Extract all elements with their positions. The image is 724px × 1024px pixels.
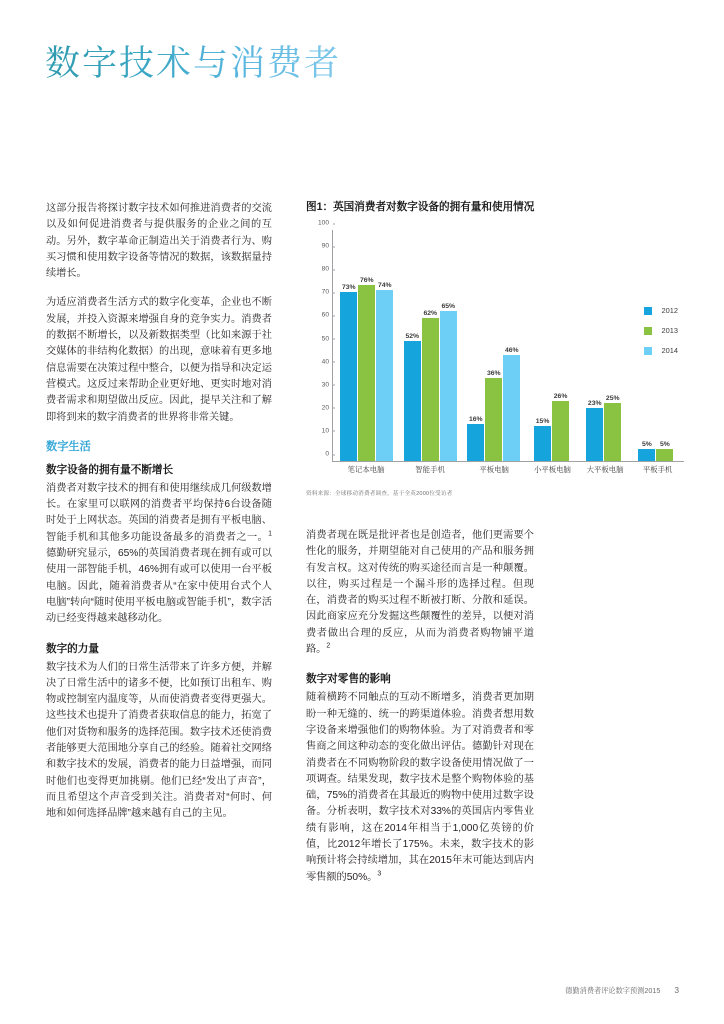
bar-group bbox=[335, 230, 399, 461]
bar-group bbox=[399, 230, 463, 461]
bar-value-label: 36% bbox=[486, 369, 501, 377]
y-axis-tick: 30 bbox=[322, 381, 333, 388]
bar-value-label: 26% bbox=[553, 392, 568, 400]
bar bbox=[638, 441, 655, 461]
x-axis-label: 智能手机 bbox=[415, 465, 445, 474]
y-axis-tick: 70 bbox=[322, 289, 333, 296]
figure-1 bbox=[306, 199, 686, 497]
bar bbox=[422, 309, 439, 461]
bar-groups bbox=[335, 230, 682, 461]
bar bbox=[534, 418, 551, 461]
y-axis-tick: 60 bbox=[322, 312, 333, 319]
y-axis-tick: 10 bbox=[322, 427, 333, 434]
bar bbox=[340, 284, 357, 461]
chart-canvas bbox=[306, 219, 684, 480]
bar bbox=[485, 369, 502, 461]
subheading-device-ownership: 数字设备的拥有量不断增长 bbox=[46, 463, 174, 476]
bar-value-label: 74% bbox=[377, 282, 392, 290]
bar bbox=[358, 277, 375, 461]
y-axis-tick: 50 bbox=[322, 335, 333, 342]
bar bbox=[440, 302, 457, 461]
bar-group bbox=[526, 230, 578, 461]
bar bbox=[656, 441, 673, 461]
legend-swatch bbox=[644, 327, 652, 335]
legend-item bbox=[644, 326, 678, 335]
x-axis-label: 平板手机 bbox=[642, 465, 673, 474]
device-ownership-body-a: 消费者对数字技术的拥有和使用继续成几何级数增长。在家里可以联网的消费者平均保持6台设备随时处于上网状态。英国的消费者是拥有平板电脑、智能手机和其他多功能设备最多的消费者之一。 bbox=[46, 482, 272, 543]
chart-plot-area bbox=[317, 219, 684, 462]
y-axis-tick: 40 bbox=[322, 358, 333, 365]
footnote-marker-2: 2 bbox=[326, 642, 331, 650]
intro-paragraph-1: 这部分报告将探讨数字技术如何推进消费者的交流以及如何促进消费者与提供服务的企业之间的互动。另外，数字革命正制造出关于消费者行为、购买习惯和使用数字设备等情况的数据，该数据量持续增长。 bbox=[46, 203, 272, 280]
x-axis-label: 笔记本电脑 bbox=[347, 465, 385, 474]
bar bbox=[467, 416, 484, 461]
left-column bbox=[46, 201, 272, 836]
bar-value-label: 46% bbox=[504, 346, 519, 354]
bar bbox=[404, 332, 421, 461]
legend-swatch bbox=[644, 347, 652, 355]
bar bbox=[586, 399, 603, 461]
intro-paragraph-2: 为适应消费者生活方式的数字化变革，企业也不断发展，并投入资源来增强自身的竞争实力。消费者的数据不断增长，以及新数据类型（比如来源于社交媒体的非结构化数据）的出现，意味着有更多地信息需要在决策过程中整合，以便为指导和决定运营模式。这反过来帮助企业更好地、更实时地对消费者需求和期望做出反应。因此，提早关注和了解即将到来的数字消费者的世界将非常关键。 bbox=[46, 297, 272, 423]
bar-value-label: 76% bbox=[359, 277, 374, 285]
right-column bbox=[306, 528, 534, 899]
bar-value-label: 23% bbox=[587, 399, 602, 407]
bar bbox=[503, 346, 520, 461]
bar bbox=[376, 282, 393, 461]
subheading-power-of-digital: 数字的力量 bbox=[46, 642, 99, 655]
page-footer bbox=[565, 985, 679, 996]
chart-source-note: 资料来源：全球移动消费者调查，基于全英2000位受访者 bbox=[306, 491, 453, 497]
section-heading-digital-life: 数字生活 bbox=[46, 440, 91, 453]
bar-value-label: 65% bbox=[441, 302, 456, 310]
bar-value-label: 5% bbox=[659, 441, 670, 449]
page-title: 数字技术与消费者 bbox=[45, 36, 341, 86]
x-axis-labels bbox=[334, 464, 684, 480]
device-ownership-body-b: 德勤研究显示，65%的英国消费者现在拥有或可以使用一部智能手机，46%拥有或可以使用一台平板电脑。因此，随着消费者从“在家中使用台式个人电脑”转向“随时使用平板电脑或智能手机”，数字活动已经变得越来越移动化。 bbox=[46, 548, 272, 625]
bar-value-label: 62% bbox=[423, 309, 438, 317]
legend-item bbox=[644, 306, 678, 315]
y-axis-tick: 80 bbox=[322, 266, 333, 273]
legend-swatch bbox=[644, 307, 652, 315]
legend-label: 2014 bbox=[661, 346, 678, 355]
bar-value-label: 52% bbox=[405, 332, 420, 340]
x-axis-label: 平板电脑 bbox=[479, 465, 509, 474]
footer-page-number: 3 bbox=[674, 985, 679, 995]
device-ownership-body bbox=[46, 481, 272, 628]
chart-title: 图1：英国消费者对数字设备的拥有量和使用情况 bbox=[306, 201, 535, 213]
legend-label: 2012 bbox=[661, 306, 678, 315]
y-axis-tick: 20 bbox=[322, 404, 333, 411]
bar bbox=[552, 392, 569, 461]
bar-value-label: 73% bbox=[341, 284, 356, 292]
footnote-marker-3: 3 bbox=[377, 870, 382, 878]
right-paragraph-1 bbox=[306, 528, 534, 658]
bar bbox=[604, 395, 621, 461]
bar-group bbox=[462, 230, 526, 461]
bar-value-label: 25% bbox=[605, 395, 620, 403]
bar-group bbox=[578, 230, 630, 461]
power-of-digital-body: 数字技术为人们的日常生活带来了许多方便，并解决了日常生活中的诸多不便，比如预订出租车、购物或控制室内温度等，从而使消费者变得更强大。这些技术也提升了消费者获取信息的能力，拓宽了他们对货物和服务的选择范围。数字技术还使消费者能够更大范围地分享自己的经验。随着社交网络和数字技术的发展，消费者的能力日益增强，而同时他们也变得更加挑剔。他们已经“发出了声音”，而且希望这个声音受到关注。消费者对“何时、何地和如何选择品牌”越来越有自己的主见。 bbox=[46, 661, 272, 820]
footnote-marker-1: 1 bbox=[268, 530, 272, 538]
subheading-retail-impact: 数字对零售的影响 bbox=[306, 673, 391, 686]
legend-label: 2013 bbox=[661, 326, 678, 335]
bar-value-label: 16% bbox=[468, 416, 483, 424]
y-axis-tick: 100 bbox=[318, 220, 333, 227]
legend-item bbox=[644, 346, 678, 355]
bar-value-label: 5% bbox=[641, 441, 652, 449]
right-paragraph-2-text: 随着横跨不同触点的互动不断增多，消费者更加期盼一种无缝的、统一的跨渠道体验。消费者想用数字设备来增强他们的购物体验。为了对消费者和零售商之间这种动态的变化做出评估。德勤针对现在消费者在不同购物阶段的数字设备使用情况做了一项调查。结果发现，数字技术是整个购物体验的基础，75%的消费者在其最近的购物中使用过数字设备。分析表明，数字技术对33%的英国店内零售业绩有影响，这在2014年相当于1,000亿英镑的价值，比2012年增长了175%。未来，数字技术的影响预计将会持续增加，其在2015年末可能达到店内零售额的50%。 bbox=[306, 692, 534, 883]
right-paragraph-2 bbox=[306, 690, 534, 886]
x-axis-label: 小平板电脑 bbox=[533, 465, 571, 474]
chart-legend bbox=[644, 306, 678, 366]
right-paragraph-1-text: 消费者现在既是批评者也是创造者，他们更需要个性化的服务，并期望能对自己使用的产品和服务拥有发言权。这对传统的购买途径而言是一种颠覆。以往，购买过程是一个漏斗形的选择过程。但现在，消费者的购买过程不断被打断、分散和延误。因此商家应充分发掘这些颠覆性的差异，以便对消费者做出合理的反应，从而为消费者购物铺平道路。 bbox=[306, 530, 534, 656]
bar-value-label: 15% bbox=[535, 418, 550, 426]
x-axis-label: 大平板电脑 bbox=[586, 465, 624, 474]
y-axis-tick: 0 bbox=[325, 451, 333, 458]
y-axis-tick: 90 bbox=[322, 243, 333, 250]
footer-title: 德勤消费者评论数字预测2015 bbox=[565, 986, 661, 995]
